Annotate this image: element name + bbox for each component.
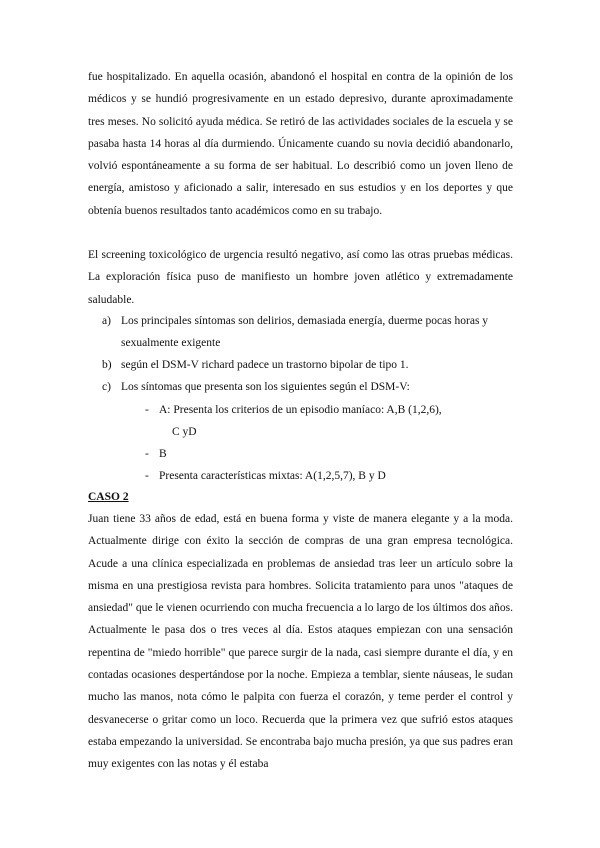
answer-marker: c) (102, 381, 111, 393)
answer-item-b (102, 354, 514, 376)
criteria-bullet: - (145, 448, 149, 460)
answer-marker: b) (102, 359, 112, 371)
criteria-item (145, 443, 515, 465)
answer-item-c (102, 376, 514, 398)
answer-text: Los síntomas que presenta son los siguientes según el DSM-V: (121, 381, 410, 393)
criteria-item (145, 399, 515, 421)
criteria-text: A: Presenta los criterios de un episodio maníaco: A,B (1,2,6), (159, 404, 442, 416)
criteria-bullet: - (145, 470, 149, 482)
answer-text: según el DSM-V richard padece un trastorno bipolar de tipo 1. (121, 359, 409, 371)
criteria-text: B (159, 448, 167, 460)
screening-paragraph: El screening toxicológico de urgencia resultó negativo, así como las otras pruebas médicas. La exploración física puso de manifiesto un hombre joven atlético y extremadamente saludable. (88, 249, 513, 306)
case2-heading: CASO 2 (88, 491, 129, 503)
criteria-continuation: C yD (172, 426, 197, 438)
criteria-text: Presenta características mixtas: A(1,2,5,7), B y D (159, 470, 386, 482)
criteria-bullet: - (145, 404, 149, 416)
criteria-item (145, 465, 515, 487)
answer-item-a (102, 310, 514, 355)
intro-paragraph: fue hospitalizado. En aquella ocasión, abandonó el hospital en contra de la opinión de los médicos y se hundió progresivamente en un estado depresivo, durante aproximadamente tres meses. No solicitó ayuda médica. Se retiró de las actividades sociales de la escuela y se pasaba hasta 14 horas al día durmiendo. Únicamente cuando su novia decidió abandonarlo, volvió espontáneamente a su forma de ser habitual. Lo describió como un joven lleno de energía, amistoso y aficionado a salir, interesado en sus estudios y en los deportes y que obtenía buenos resultados tanto académicos como en su trabajo. (88, 71, 513, 217)
answer-text: Los principales síntomas son delirios, demasiada energía, duerme pocas horas y sexualmente exigente (121, 315, 489, 350)
answer-marker: a) (102, 315, 111, 327)
case2-paragraph: Juan tiene 33 años de edad, está en buena forma y viste de manera elegante y a la moda. Actualmente dirige con éxito la sección de compras de una gran empresa tecnológica. Acude a una clínica especializada en problemas de ansiedad tras leer un artículo sobre la misma en una prestigiosa revista para hombres. Solicita tratamiento para unos "ataques de ansiedad" que le vienen ocurriendo con mucha frecuencia a lo largo de los últimos dos años. Actualmente le pasa dos o tres veces al día. Estos ataques empiezan con una sensación repentina de "miedo horrible" que parece surgir de la nada, casi siempre durante el día, y en contadas ocasiones despertándose por la noche. Empieza a temblar, siente náuseas, le sudan mucho las manos, nota cómo le palpita con fuerza el corazón, y teme perder el control y desvanecerse o gritar como un loco. Recuerda que la primera vez que sufrió estos ataques estaba empezando la universidad. Se encontraba bajo mucha presión, ya que sus padres eran muy exigentes con las notas y él estaba (88, 513, 513, 771)
